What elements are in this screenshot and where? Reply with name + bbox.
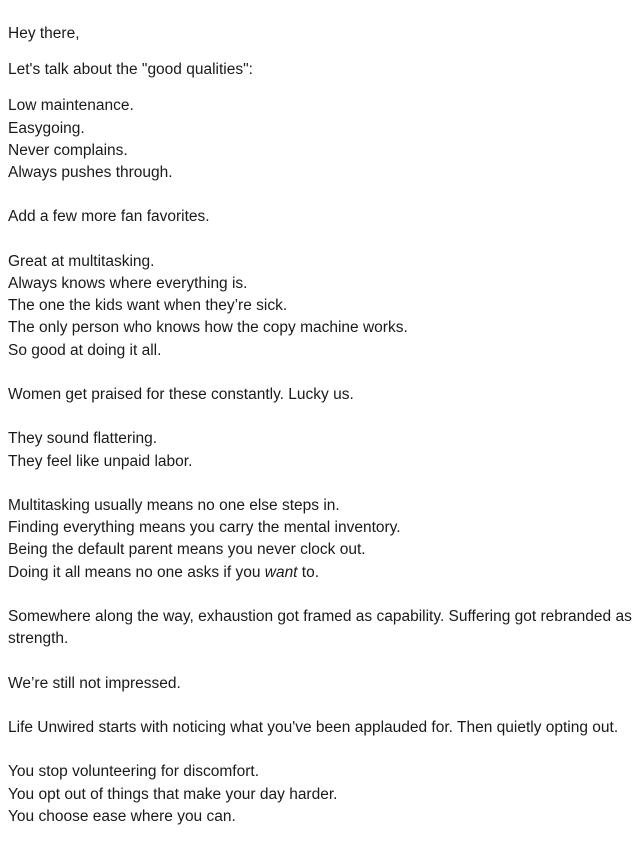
- opt-out-list: [8, 761, 632, 828]
- opt-out-line: You stop volunteering for discomfort.: [8, 763, 260, 781]
- opt-out-line: You opt out of things that make your day harder.: [8, 785, 338, 803]
- meaning-list: [8, 495, 632, 584]
- intro-line: Let's talk about the "good qualities":: [8, 61, 253, 79]
- favorite-line: Always knows where everything is.: [8, 275, 248, 292]
- emphasis-word: want: [264, 563, 298, 581]
- praise-line: Women get praised for these constantly. Lucky us.: [8, 386, 354, 403]
- favorite-line: The only person who knows how the copy machine works.: [8, 319, 408, 337]
- quality-line: Easygoing.: [8, 119, 85, 137]
- opt-out-line: You choose ease where you can.: [8, 807, 236, 825]
- flattering-line: They sound flattering.: [8, 430, 158, 448]
- meaning-text-after: to.: [297, 563, 320, 581]
- qualities-list: [8, 95, 632, 184]
- meaning-line: Multitasking usually means no one else steps in.: [8, 496, 340, 514]
- fan-favorites-list: [8, 251, 632, 362]
- meaning-line: Being the default parent means you never clock out.: [8, 541, 366, 559]
- meaning-line: Finding everything means you carry the mental inventory.: [8, 519, 401, 537]
- life-unwired-paragraph: Life Unwired starts with noticing what you've been applauded for. Then quietly opting out.: [8, 718, 619, 736]
- not-impressed-line: We’re still not impressed.: [8, 674, 181, 692]
- flattering-line: They feel like unpaid labor.: [8, 452, 193, 470]
- quality-line: Always pushes through.: [8, 164, 173, 182]
- fan-favorites-line: Add a few more fan favorites.: [8, 208, 210, 226]
- favorite-line: The one the kids want when they’re sick.: [8, 297, 288, 315]
- flattering-lines: [8, 428, 632, 472]
- exhaustion-paragraph: Somewhere along the way, exhaustion got framed as capability. Suffering got rebranded as strength.: [8, 607, 632, 648]
- quality-line: Low maintenance.: [8, 97, 134, 115]
- meaning-text-before: Doing it all means no one asks if you: [8, 563, 265, 581]
- meaning-line-last: [8, 562, 632, 584]
- favorite-line: Great at multitasking.: [8, 252, 155, 270]
- quality-line: Never complains.: [8, 141, 128, 159]
- greeting: Hey there,: [8, 25, 80, 42]
- favorite-line: So good at doing it all.: [8, 341, 162, 359]
